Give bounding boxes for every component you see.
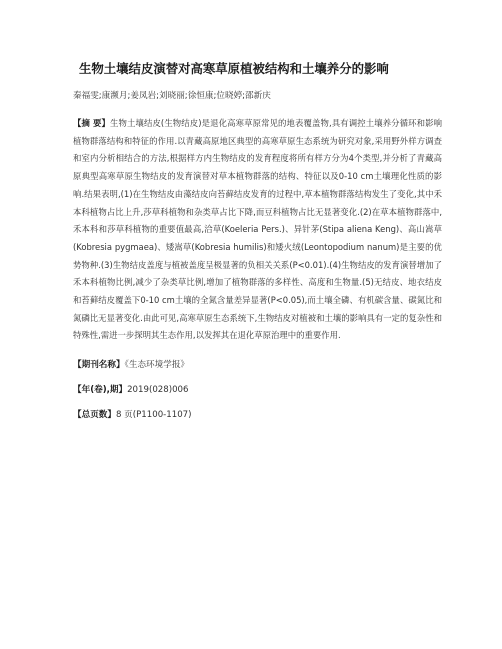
journal-value: 《生态环境学报》 (124, 360, 190, 371)
journal-label: 【期刊名称】 (73, 360, 125, 371)
journal-name-row (73, 359, 442, 372)
page-count-row (73, 409, 442, 422)
abstract-text: 生物土壤结皮(生物结皮)是退化高寒草原常见的地表覆盖物,具有调控土壤养分循环和影响植物群落结构和特征的作用.以青藏高原地区典型的高寒草原生态系统为研究对象,采用野外样方调查和室内分析相结合的方法,根据样方内生物结皮的发育程度将所有样方分为4个类型,并分析了青藏高原典型高寒草原生物结皮的发育演替对草本植物群落的结构、特征以及0-10 cm土壤理化性质的影响.结果表明,(1)在生物结皮由藻结皮向苔藓结皮发育的过程中,草本植物群落结构发生了变化,其中禾本科植物占比上升,莎草科植物和杂类草占比下降,而豆科植物占比无显著变化.(2)在草本植物群落中,禾本科和莎草科植物的重要值最高,洽草(Koeleria Pers.)、异针茅(Stipa aliena Keng)、高山嵩草(Kobresia pygmaea)、矮嵩草(Kobresia humilis)和矮火绒(Leontopodium nanum)是主要的优势物种.(3)生物结皮盖度与植被盖度呈极显著的负相关关系(P<0.01).(4)生物结皮的发育演替增加了禾本科植物比例,减少了杂类草比例,增加了植物群落的多样性、高度和生物量.(5)无结皮、地衣结皮和苔藓结皮覆盖下0-10 cm土壤的全氮含量差异显著(P<0.05),而土壤全磷、有机碳含量、碳氮比和氮磷比无显著变化.由此可见,高寒草原生态系统下,生物结皮对植被和土壤的影响具有一定的复杂性和特殊性,需进一步探明其生态作用,以发挥其在退化草原治理中的重要作用. (73, 118, 442, 341)
year-issue-label: 【年(卷),期】 (73, 385, 128, 396)
author-list: 秦福雯;康濒月;姜凤岩;刘晓丽;徐恒康;位晓婷;邵新庆 (73, 91, 271, 101)
abstract-label: 【摘 要】 (73, 118, 110, 128)
page-count-label: 【总页数】 (73, 410, 116, 421)
year-issue-value: 2019(028)006 (127, 385, 189, 396)
document-title: 生物土壤结皮演替对高寒草原植被结构和土壤养分的影响 (79, 61, 389, 76)
abstract-paragraph (73, 115, 442, 345)
year-issue-row (73, 384, 442, 397)
page-count-value: 8 页(P1100-1107) (115, 410, 192, 421)
